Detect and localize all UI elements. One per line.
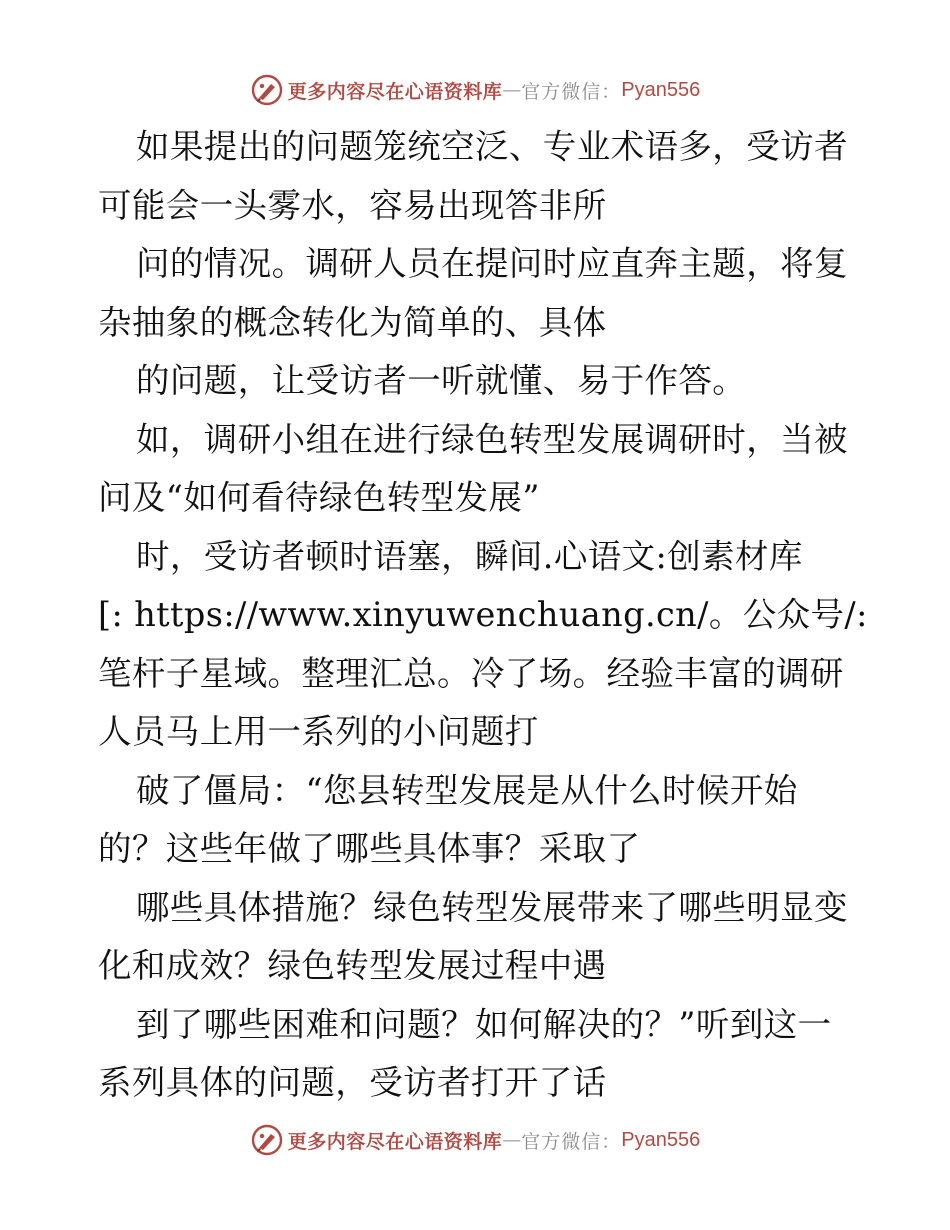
body-line: 化和成效？绿色转型发展过程中遇	[98, 946, 607, 985]
body-line: 杂抽象的概念转化为简单的、具体	[98, 302, 607, 342]
body-line: 到了哪些困难和问题？如何解决的？”听到这一	[136, 1004, 832, 1044]
body-line: 时，受访者顿时语塞，瞬间.心语文:创素材库	[136, 536, 803, 576]
header-separator: —	[502, 79, 522, 101]
body-line: 的？这些年做了哪些具体事？采取了	[98, 829, 641, 868]
header-official-label: 官方微信：	[521, 80, 622, 103]
body-line: 笔杆子星域。整理汇总。冷了场。经验丰富的调研	[98, 653, 844, 693]
body-line: 问的情况。调研人员在提问时应直奔主题，将复	[136, 244, 848, 283]
body-line: 问及“如何看待绿色转型发展”	[98, 478, 540, 517]
body-line: 可能会一头雾水，容易出现答非所	[98, 185, 607, 225]
footer-official-label: 官方微信：	[521, 1130, 622, 1153]
footer-separator: —	[502, 1129, 522, 1151]
header-wechat-id: Pyan556	[621, 78, 701, 101]
body-line: 哪些具体措施？绿色转型发展带来了哪些明显变	[136, 887, 848, 927]
body-line-url: [: https://www.xinyuwenchuang.cn/。公众号/:	[98, 595, 868, 634]
body-line: 破了僵局：“您县转型发展是从什么时候开始	[136, 770, 798, 810]
body-line: 如，调研小组在进行绿色转型发展调研时，当被	[136, 419, 848, 459]
body-line: 系列具体的问题，受访者打开了话	[98, 1063, 607, 1102]
header-banner	[0, 70, 950, 110]
footer-banner	[0, 1120, 950, 1160]
pen-circle-logo-icon	[250, 73, 284, 107]
pen-circle-logo-icon	[250, 1123, 284, 1157]
footer-brand-text: 更多内容尽在心语资料库	[287, 1130, 503, 1153]
body-line: 如果提出的问题笼统空泛、专业术语多，受访者	[136, 127, 848, 166]
body-line: 人员马上用一系列的小问题打	[98, 712, 539, 751]
document-body	[98, 118, 868, 1113]
header-brand-text: 更多内容尽在心语资料库	[287, 80, 503, 103]
body-line: 的问题，让受访者一听就懂、易于作答。	[136, 361, 747, 400]
footer-wechat-id: Pyan556	[621, 1128, 701, 1151]
